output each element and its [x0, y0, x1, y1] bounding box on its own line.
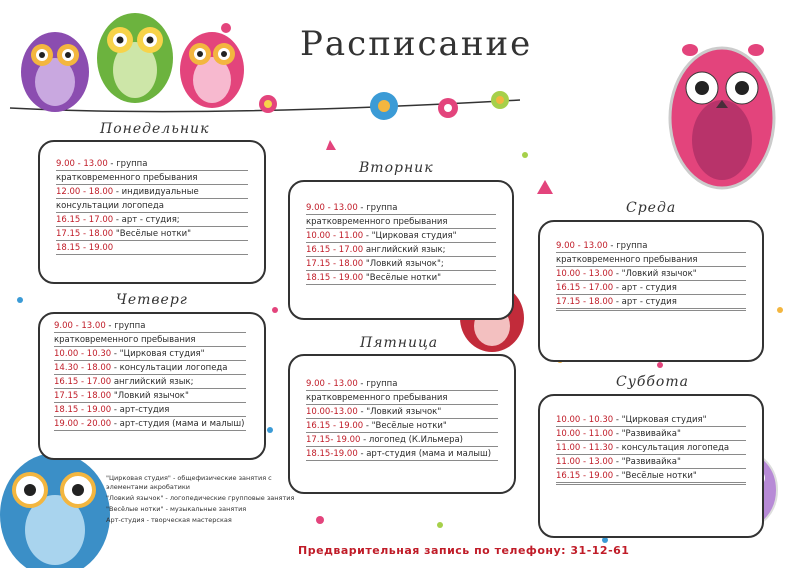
list-item: 16.15 - 19.00 - "Весёлые нотки" [306, 420, 498, 433]
flower-icon [370, 92, 398, 120]
list-item: 11.00 - 11.30 - консультация логопеда [556, 442, 746, 455]
legend [106, 474, 296, 527]
day-title-friday: Пятница [356, 335, 442, 351]
list-thursday [38, 320, 260, 440]
day-title-tuesday: Вторник [355, 160, 438, 176]
list-item: 10.00 - 10.30 - "Цирковая студия" [54, 348, 246, 361]
flower-icon [259, 95, 277, 113]
flower-icon [438, 98, 458, 118]
flower-icon [491, 91, 509, 109]
list-item: 9.00 - 13.00 - группа [556, 240, 746, 253]
list-item: 18.15-19.00 - арт-студия (мама и малыш) [306, 448, 498, 461]
list-item: 9.00 - 13.00 - группа [56, 158, 248, 171]
list-item [556, 484, 746, 485]
list-item: 18.15 - 19.00 [56, 242, 248, 255]
list-item: 14.30 - 18.00 - консультации логопеда [54, 362, 246, 375]
list-item [556, 310, 746, 311]
list-item: 16.15 - 17.00 - арт - студия; [56, 214, 248, 227]
list-item: 17.15 - 18.00 "Ловкий язычок"; [306, 258, 496, 271]
list-item: кратковременного пребывания [56, 172, 248, 185]
star-icon [326, 140, 336, 150]
list-item: 10.00 - 13.00 - "Ловкий язычок" [556, 268, 746, 281]
legend-item: Арт-студия - творческая мастерская [106, 516, 232, 524]
list-item: 17.15 - 18.00 - арт - студия [556, 296, 746, 309]
list-item: кратковременного пребывания [306, 392, 498, 405]
star-icon [537, 180, 553, 194]
day-title-thursday: Четверг [112, 292, 192, 308]
day-title-monday: Понедельник [96, 121, 213, 137]
list-saturday [540, 414, 760, 514]
list-item: 10.00 - 10.30 - "Цирковая студия" [556, 414, 746, 427]
list-monday [40, 158, 262, 268]
owl-pink-icon [180, 23, 244, 108]
day-title-wednesday: Среда [622, 200, 680, 216]
list-item: 9.00 - 13.00 - группа [306, 202, 496, 215]
list-item: 12.00 - 18.00 - индивидуальные [56, 186, 248, 199]
owl-blue-icon [0, 453, 110, 568]
list-friday [290, 378, 512, 478]
list-item: кратковременного пребывания [556, 254, 746, 267]
list-item: кратковременного пребывания [54, 334, 246, 347]
legend-item: "Ловкий язычок" - логопедические групповые занятия [106, 494, 295, 502]
page-title: Расписание [300, 24, 533, 64]
list-item: 10.00 - 11.00 - "Развивайка" [556, 428, 746, 441]
list-item: 17.15 - 18.00 "Ловкий язычок" [54, 390, 246, 403]
list-item: 10.00-13.00 - "Ловкий язычок" [306, 406, 498, 419]
owl-purple-icon [21, 32, 89, 112]
legend-item: "Весёлые нотки" - музыкальные занятия [106, 505, 247, 513]
owl-green-icon [97, 13, 173, 103]
list-wednesday [540, 240, 760, 340]
list-item: 16.15 - 17.00 - арт - студия [556, 282, 746, 295]
list-item: 9.00 - 13.00 - группа [54, 320, 246, 333]
legend-item: "Цирковая студия" - общефизические занятия с элементами акробатики [106, 474, 272, 491]
list-item: 16.15 - 17.00 английский язык; [54, 376, 246, 389]
list-item: 16.15 - 19.00 - "Весёлые нотки" [556, 470, 746, 483]
list-item: 17.15 - 18.00 "Весёлые нотки" [56, 228, 248, 241]
list-item: 18.15 - 19.00 "Весёлые нотки" [306, 272, 496, 285]
list-item: консультации логопеда [56, 200, 248, 213]
list-item: 17.15- 19.00 - логопед (К.Ильмера) [306, 434, 498, 447]
list-item: 9.00 - 13.00 - группа [306, 378, 498, 391]
list-item: 18.15 - 19.00 - арт-студия [54, 404, 246, 417]
day-title-saturday: Суббота [612, 374, 693, 390]
list-item: кратковременного пребывания [306, 216, 496, 229]
owl-big-pink-icon [670, 44, 774, 188]
list-item: 19.00 - 20.00 - арт-студия (мама и малыш) [54, 419, 245, 429]
phone-note: Предварительная запись по телефону: 31-12-61 [298, 544, 630, 557]
list-item: 11.00 - 13.00 - "Развивайка" [556, 456, 746, 469]
list-item: 16.15 - 17.00 английский язык; [306, 244, 496, 257]
list-item: 10.00 - 11.00 - "Цирковая студия" [306, 230, 496, 243]
list-tuesday [290, 202, 510, 302]
